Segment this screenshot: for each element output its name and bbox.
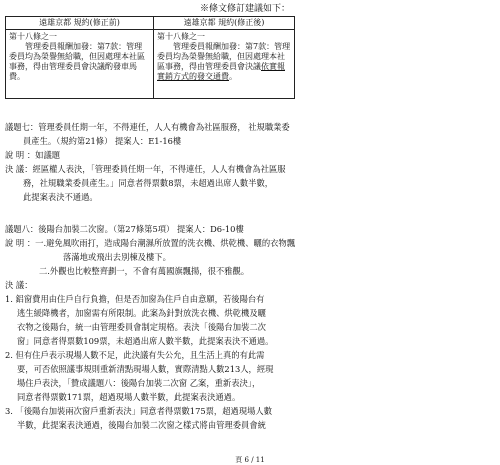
item7-resolution-line1: 決 議：經區權人表決，「管理委員任期一年，不得連任，人人有機會為社區服	[5, 164, 286, 174]
resolution-point-1-line1: 1. 鋁窗費用由住戶自行負擔，但是否加窗為住戶自由意願，若後陽台有	[5, 294, 265, 304]
article-body-after	[157, 42, 291, 82]
table-cell-after	[154, 30, 295, 99]
resolution-point-1-line2: 逃生緩降機者，加窗需有所限制。此案為針對放洗衣機、烘乾機及曬	[17, 308, 266, 318]
item7-explanation: 說 明 ：如議題	[5, 150, 61, 160]
article-body-after-end: 。	[229, 72, 237, 81]
agenda-item-7	[5, 120, 290, 204]
bylaw-comparison-table	[5, 16, 295, 99]
page-number: 頁 6 / 11	[235, 456, 265, 464]
resolution-point-3-line1: 3. 「後陽台加裝兩次窗戶重新表決」同意者得票數175票，超過現場人數	[5, 406, 273, 416]
resolution-point-2-line3: 場住戶表決，「贊成議題八：後陽台加裝二次窗 乙案，重新表決」，	[17, 378, 261, 388]
resolution-point-1-line3: 衣物之後陽台，統一由管理委員會制定規格。表決「後陽台加裝二次	[17, 322, 266, 332]
item8-explanation-line3: 二.外觀也比較整齊劃一，不會有萬國旗飄揚，很不雅觀。	[39, 266, 250, 276]
item8-explanation-line1: 說 明 ：一.避免風吹雨打，造成陽台潮濕所放置的洗衣機、烘乾機、曬的衣物飄	[5, 238, 296, 248]
table-header-after: 遠雄京都 規約(修正後)	[154, 17, 295, 30]
amendment-note: ※條文修訂建議如下：	[200, 4, 291, 14]
item8-title: 議題八：後陽台加裝二次窗。（第27條第5項） 提案人：D6-10樓	[5, 224, 244, 234]
item8-explanation-line2: 落滿地或飛出去別棟及樓下。	[63, 252, 171, 262]
resolution-point-2-line2: 要，可否依照議事規則重新清點現場人數，實際清點人數213人，經現	[17, 364, 274, 374]
item7-title-line2: 員產生。（規約第21條） 提案人：E1-16樓	[23, 136, 182, 146]
table-header-before: 遠雄京都 規約(修正前)	[6, 17, 154, 30]
article-body-before: 管理委員報酬加發：第7款：管理委員均為榮譽無給職，但因處理本社區事務，得由管理委員會決議酌發車馬費。	[9, 42, 145, 81]
article-title-before: 第十八條之一	[9, 32, 57, 41]
item7-resolution-line2: 務，社規職業委員產生。」同意者得票數8票，未超過出席人數半數，	[23, 178, 274, 188]
agenda-item-8	[5, 222, 295, 432]
resolution-point-2-line1: 2. 但有住戶表示現場人數不足，此決議有失公允，且生活上真的有此需	[5, 350, 265, 360]
resolution-point-2-line4: 同意者得票數171票，超過現場人數半數，此提案表決通過。	[17, 392, 241, 402]
article-title-after: 第十八條之一	[157, 32, 205, 41]
item7-title-line1: 議題七：管理委員任期一年，不得連任，人人有機會為社區服務， 社規職業委	[5, 122, 290, 132]
item7-resolution-line3: 此提案表決不通過。	[23, 192, 98, 202]
amended-phrase: 依實報實銷方式的發交通費	[157, 62, 285, 81]
item8-resolution-label: 決 議：	[5, 280, 33, 290]
resolution-point-1-line4: 窗」同意者得票數109票，未超過出席人數半數，此提案表決不通過。	[17, 336, 274, 346]
table-cell-before	[6, 30, 154, 99]
resolution-point-3-line2: 半數，此提案表決通過，後陽台加裝二次窗之樣式將由管理委員會統	[17, 420, 266, 430]
article-body-after-text: 管理委員報酬加發：第7款：管理委員均為榮譽無給職，但因處理本社區事務，得由管理委員會決議	[157, 42, 291, 71]
